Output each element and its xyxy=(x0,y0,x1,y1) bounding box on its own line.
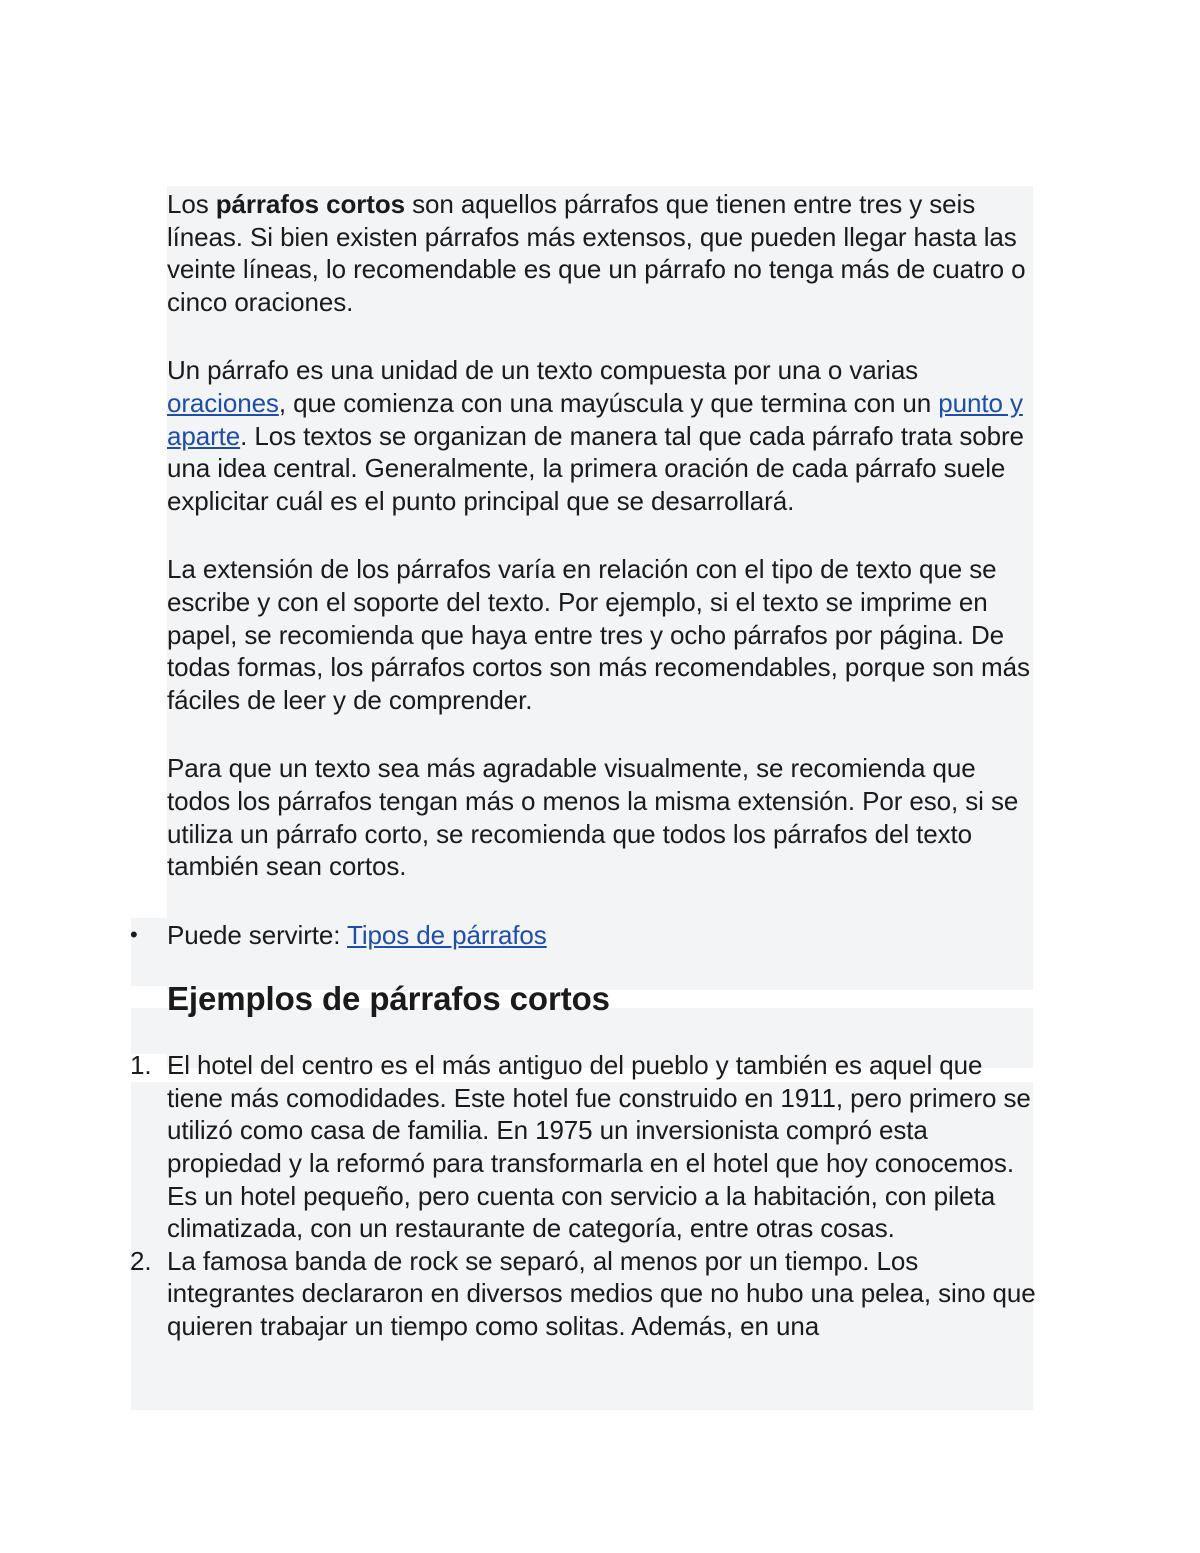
section-heading: Ejemplos de párrafos cortos xyxy=(167,980,610,1018)
paragraph-3: La extensión de los párrafos varía en relación con el tipo de texto que se escribe y con el soporte del texto. Por ejemplo, si el texto se imprime en papel, se recomienda que haya entre tres y ocho párrafos por página. De todas formas, los párrafos cortos son más recomendables, porque son más fáciles de leer y de comprender. xyxy=(167,554,1030,715)
example-text-2: La famosa banda de rock se separó, al menos por un tiempo. Los integrantes declararon en diversos medios que no hubo una pelea, sino que quieren trabajar un tiempo como solitas. Además, en una xyxy=(167,1245,1036,1342)
paragraph-1 xyxy=(167,188,1037,318)
paragraph-2-text-b: , que comienza con una mayúscula y que termina con un xyxy=(278,387,939,418)
examples-list xyxy=(130,1049,1037,1342)
example-item-2 xyxy=(130,1245,1037,1343)
example-item-1 xyxy=(130,1049,1037,1245)
example-text-1: El hotel del centro es el más antiguo del pueblo y también es aquel que tiene más comodidades. Este hotel fue construido en 1911, pero primero se utilizó como casa de familia. En 1975 un inversionista compró esta propiedad y la reformó para transformarla en el hotel que hoy conocemos. Es un hotel pequeño, pero cuenta con servicio a la habitación, con pileta climatizada, con un restaurante de categoría, entre otras cosas. xyxy=(167,1050,1031,1244)
highlight-block-heading xyxy=(131,1008,167,1054)
paragraph-2-text-a: Un párrafo es una unidad de un texto compuesta por una o varias xyxy=(167,355,919,386)
tip-list xyxy=(167,919,1037,952)
paragraph-1-text-a: Los xyxy=(167,189,216,219)
paragraph-2-text-c: . Los textos se organizan de manera tal que cada párrafo trata sobre una idea central. Generalmente, la primera oración de cada párrafo suele explicitar cuál es el punto principal que se desarrollará. xyxy=(167,420,1024,516)
link-punto-y-aparte[interactable]: punto y aparte xyxy=(167,387,1023,451)
link-oraciones[interactable]: oraciones xyxy=(167,387,279,418)
tip-label: Puede servirte: xyxy=(167,919,348,950)
tip-item xyxy=(167,919,1037,952)
paragraph-4: Para que un texto sea más agradable visualmente, se recomienda que todos los párrafos tengan más o menos la misma extensión. Por eso, si se utiliza un párrafo corto, se recomienda que todos los párrafos del texto también sean cortos. xyxy=(167,753,1019,882)
paragraph-1-text-b: son aquellos párrafos que tienen entre tres y seis líneas. Si bien existen párrafos más extensos, que pueden llegar hasta las veinte líneas, lo recomendable es que un párrafo no tenga más de cuatro o cinco oraciones. xyxy=(167,189,1026,317)
paragraph-2 xyxy=(167,354,1037,517)
example-number-2: 2. xyxy=(130,1245,152,1276)
example-number-1: 1. xyxy=(130,1050,152,1081)
paragraph-1-bold: párrafos cortos xyxy=(215,189,405,219)
link-tipos-de-parrafos[interactable]: Tipos de párrafos xyxy=(347,919,547,950)
article-body xyxy=(130,188,1037,1343)
